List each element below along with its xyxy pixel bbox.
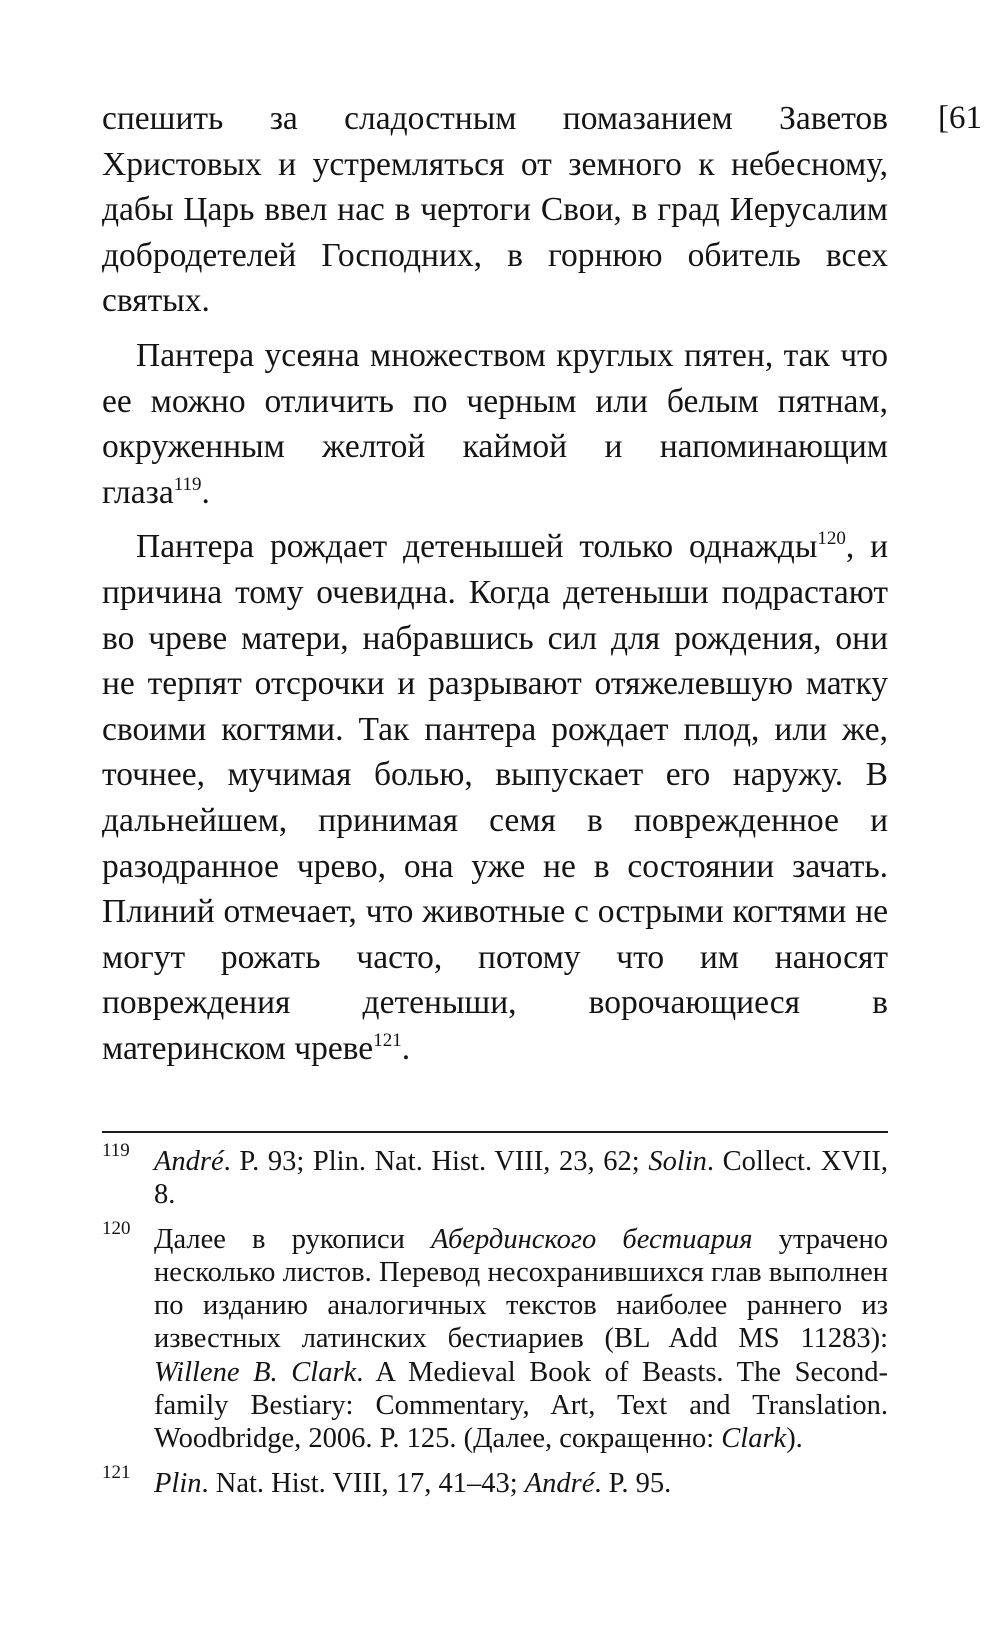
page-number: [61 <box>938 100 982 136</box>
footnote-120 <box>102 1217 889 1456</box>
footnote-ref-119[interactable]: 119 <box>173 473 202 495</box>
paragraph-3-continuation: , и причина тому очевидна. Когда детеныши подрастают во чреве матери, набравшись сил для рождения, они не терпят отсрочки и разрывают отяжелевшую матку своими когтями. Так пантера рождает плод, или же, точнее, мучимая болью, выпускает его наружу. В дальнейшем, принимая семя в поврежденное и разодранное чрево, она уже не в состоянии зачать. Плиний отмечает, что животные с острыми когтями не могут рожать часто, потому что им наносят повреждения детеныши, ворочающиеся в материнском чреве <box>102 528 888 1067</box>
footnote-part: утрачено несколько листов. Перевод несохранившихся глав выполнен по изданию аналогичных текстов наиболее раннего из известных латинских бестиариев (BL Add MS 11283): <box>154 1223 889 1355</box>
footnote-part: . Collect. XVII, 8. <box>154 1146 888 1211</box>
footnote-part: Clark <box>721 1423 787 1455</box>
footnote-ref-120[interactable]: 120 <box>817 528 846 550</box>
footnote-number: 119 <box>102 1140 130 1161</box>
footnote-part: Solin <box>648 1146 707 1177</box>
footnote-part: . P. 95. <box>594 1467 672 1499</box>
footnote-body <box>154 1224 888 1455</box>
footnote-body <box>154 1468 671 1499</box>
paragraph-2 <box>102 333 888 515</box>
footnote-part: Plin <box>154 1467 202 1499</box>
paragraph-3-tail: . <box>401 1029 411 1067</box>
paragraph-3 <box>102 524 888 1071</box>
footnote-separator <box>102 1131 888 1133</box>
footnote-part: Willene B. Clark <box>154 1356 357 1388</box>
footnote-part: ). <box>786 1423 803 1455</box>
footnote-part: Далее в рукописи <box>154 1223 432 1255</box>
footnote-part: Абердинского бестиария <box>431 1223 753 1255</box>
paragraph-1-text: спешить за сладостным помазанием Заветов Христовых и устремляться от земного к небесному, дабы Царь ввел нас в чертоги Свои, в град Иерусалим добродетелей Господних, в горнюю обитель всех святых. <box>102 100 888 320</box>
footnotes <box>102 1140 889 1511</box>
paragraph-1 <box>102 96 888 324</box>
paragraph-2-tail: . <box>201 473 210 511</box>
footnote-part: . A Medieval Book of Beasts. The Second-family Bestiary: Commentary, Art, Text and Translation. Woodbridge, 2006. P. 125. (Далее, сокращенно: <box>154 1356 888 1455</box>
paragraph-2-text: Пантера усеяна множеством круглых пятен, так что ее можно отличить по черным или белым пятнам, окруженным желтой каймой и напоминающим глаза <box>102 336 888 511</box>
footnote-number: 121 <box>102 1461 131 1483</box>
footnote-body <box>154 1146 888 1210</box>
paragraph-3-text: Пантера рождает детенышей только однажды <box>136 528 818 566</box>
footnote-121 <box>102 1461 888 1500</box>
footnote-ref-121[interactable]: 121 <box>373 1029 402 1051</box>
footnote-part: André <box>154 1146 224 1177</box>
footnote-number: 120 <box>102 1217 131 1239</box>
footnote-part: . Nat. Hist. VIII, 17, 41–43; <box>201 1467 525 1499</box>
footnote-part: . P. 93; Plin. Nat. Hist. VIII, 23, 62; <box>223 1146 649 1177</box>
footnote-119 <box>102 1140 888 1212</box>
footnote-part: André <box>524 1467 595 1499</box>
main-text <box>102 96 888 1080</box>
